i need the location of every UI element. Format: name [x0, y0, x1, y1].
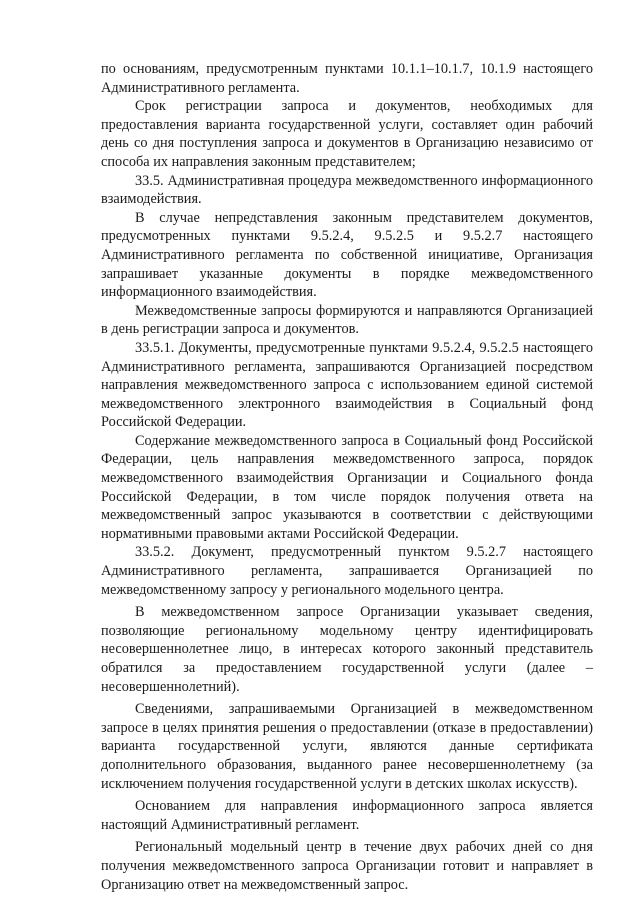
paragraph-section-33-5-1: 33.5.1. Документы, предусмотренные пунктами 9.5.2.4, 9.5.2.5 настоящего Административного регламента, запрашиваются Организацией посредством направления межведомственного запроса с использованием единой системой межведомственного электронного взаимодействия в Социальный фонд Российской Федерации.	[101, 339, 593, 431]
paragraph-1: по основаниям, предусмотренным пунктами 10.1.1–10.1.7, 10.1.9 настоящего Административного регламента.	[101, 61, 593, 96]
paragraph-requests-formed: Межведомственные запросы формируются и направляются Организацией в день регистрации запроса и документов.	[101, 302, 593, 338]
paragraph-requested-info: Сведениями, запрашиваемыми Организацией в межведомственном запросе в целях принятия решения о предоставлении (отказе в предоставлении) варианта государственной услуги, являются данные сертификата дополнительного образования, выданного ранее несовершеннолетнему (за исключением получения государственной услуги в детских школах искусств).	[101, 701, 593, 792]
paragraph-section-33-5: 33.5. Административная процедура межведомственного информационного взаимодействия.	[101, 172, 593, 208]
paragraph-response-term: Региональный модельный центр в течение двух рабочих дней со дня получения межведомственного запроса Организации готовит и направляет в Организацию ответ на межведомственный запрос.	[101, 839, 593, 893]
paragraph-non-submission: В случае непредставления законным представителем документов, предусмотренных пунктами 9.5.2.4, 9.5.2.5 и 9.5.2.7 настоящего Административного регламента по собственной инициативе, Организация запрашивает указанные документы в порядке межведомственного информационного взаимодействия.	[101, 209, 593, 301]
paragraph-basis: Основанием для направления информационного запроса является настоящий Административный регламент.	[101, 798, 593, 833]
paragraph-request-details: В межведомственном запросе Организации указывает сведения, позволяющие региональному модельному центру идентифицировать несовершеннолетнее лицо, в интересах которого законный представитель обратился за предоставлением государственной услуги (далее – несовершеннолетний).	[101, 604, 593, 695]
document-page	[101, 60, 593, 894]
paragraph-section-33-5-2: 33.5.2. Документ, предусмотренный пунктом 9.5.2.7 настоящего Административного регламента, запрашивается Организацией по межведомственному запросу у регионального модельного центра.	[101, 544, 593, 598]
paragraph-request-content: Содержание межведомственного запроса в Социальный фонд Российской Федерации, цель направления межведомственного запроса, порядок межведомственного взаимодействия Организации и Социального фонда Российской Федерации, в том числе порядок получения ответа на межведомственный запрос указываются в соответствии с действующими нормативными правовыми актами Российской Федерации.	[101, 432, 593, 542]
paragraph-registration-term: Срок регистрации запроса и документов, необходимых для предоставления варианта государственной услуги, составляет один рабочий день со дня поступления запроса и документов в Организацию независимо от способа их направления законным представителем;	[101, 98, 593, 170]
